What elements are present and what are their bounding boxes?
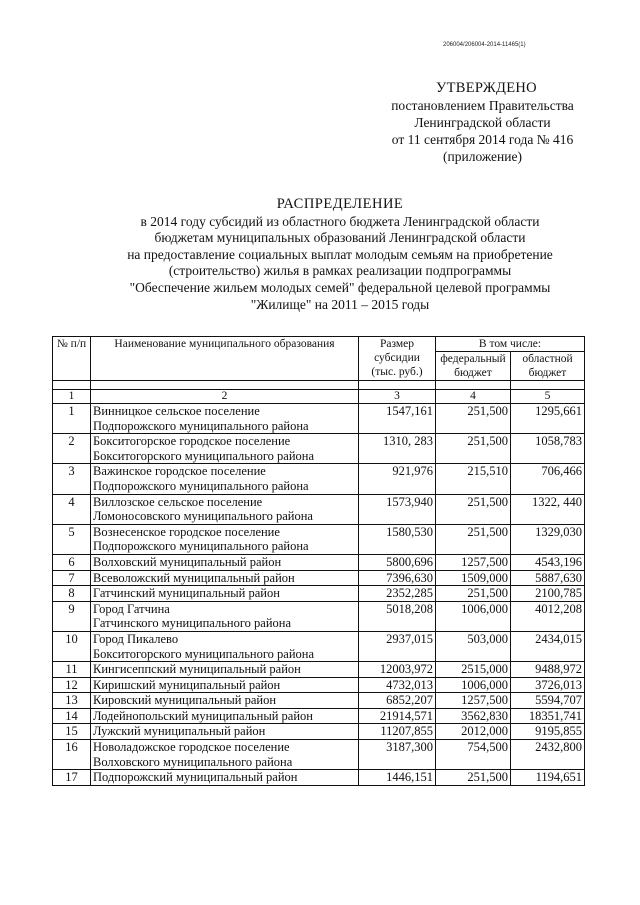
municipality-name xyxy=(91,554,359,570)
header-regional: областной бюджет xyxy=(511,352,585,381)
approval-line: постановлением Правительства xyxy=(391,98,574,113)
subsidy-size: 6852,207 xyxy=(359,693,436,709)
municipality-name xyxy=(91,494,359,524)
table-row xyxy=(53,464,585,494)
header-number: № п/п xyxy=(53,337,91,381)
title-line: "Обеспечение жильем молодых семей" федеральной целевой программы xyxy=(129,279,551,295)
table-row xyxy=(53,708,585,724)
municipality-name-line: Город Пикалево xyxy=(93,631,179,646)
regional-budget: 1295,661 xyxy=(511,404,585,434)
table-row xyxy=(53,724,585,740)
document-id-stamp: 206004/206004-2014-11465(1) xyxy=(443,42,526,48)
regional-budget: 4543,196 xyxy=(511,554,585,570)
regional-budget: 1322, 440 xyxy=(511,494,585,524)
municipality-name-line: Лодейнопольский муниципальный район xyxy=(93,708,313,723)
municipality-name-line: Подпорожского муниципального района xyxy=(93,478,309,493)
row-number: 7 xyxy=(53,570,91,586)
subsidy-size: 3187,300 xyxy=(359,740,436,770)
subsidy-size: 921,976 xyxy=(359,464,436,494)
municipality-name xyxy=(91,404,359,434)
municipality-name xyxy=(91,740,359,770)
row-number: 13 xyxy=(53,693,91,709)
federal-budget: 251,500 xyxy=(436,586,511,602)
table-row xyxy=(53,677,585,693)
subsidy-size: 2937,015 xyxy=(359,631,436,661)
municipality-name-line: Виллозское сельское поселение xyxy=(93,494,263,509)
table-row xyxy=(53,740,585,770)
regional-budget: 5594,707 xyxy=(511,693,585,709)
subsidy-size: 1580,530 xyxy=(359,524,436,554)
subsidy-size: 1573,940 xyxy=(359,494,436,524)
regional-budget: 5887,630 xyxy=(511,570,585,586)
subsidy-size: 1310, 283 xyxy=(359,434,436,464)
municipality-name-line: Гатчинский муниципальный район xyxy=(93,586,280,601)
subsidy-size: 5018,208 xyxy=(359,601,436,631)
municipality-name-line: Бокситогорского муниципального района xyxy=(93,646,315,661)
municipality-name xyxy=(91,677,359,693)
title-line: бюджетам муниципальных образований Ленинградской области xyxy=(154,230,526,246)
regional-budget: 3726,013 xyxy=(511,677,585,693)
row-number: 15 xyxy=(53,724,91,740)
row-number: 17 xyxy=(53,770,91,786)
municipality-name-line: Подпорожского муниципального района xyxy=(93,539,309,554)
municipality-name xyxy=(91,586,359,602)
federal-budget: 1257,500 xyxy=(436,693,511,709)
municipality-name-line: Город Гатчина xyxy=(93,601,170,616)
regional-budget: 2100,785 xyxy=(511,586,585,602)
federal-budget: 2012,000 xyxy=(436,724,511,740)
col-number: 1 xyxy=(53,390,91,404)
approval-block xyxy=(380,80,585,165)
municipality-name xyxy=(91,570,359,586)
col-number: 2 xyxy=(91,390,359,404)
table-row xyxy=(53,494,585,524)
row-number: 11 xyxy=(53,662,91,678)
municipality-name xyxy=(91,693,359,709)
regional-budget: 2434,015 xyxy=(511,631,585,661)
federal-budget: 1257,500 xyxy=(436,554,511,570)
row-number: 1 xyxy=(53,404,91,434)
subsidy-size: 11207,855 xyxy=(359,724,436,740)
row-number: 6 xyxy=(53,554,91,570)
municipality-name xyxy=(91,724,359,740)
municipality-name-line: Винницкое сельское поселение xyxy=(93,404,260,418)
approval-line: Ленинградской области xyxy=(414,115,551,130)
col-number: 4 xyxy=(436,390,511,404)
municipality-name-line: Важинское городское поселение xyxy=(93,464,266,479)
approval-heading: УТВЕРЖДЕНО xyxy=(436,80,537,96)
federal-budget: 251,500 xyxy=(436,404,511,434)
federal-budget: 1006,000 xyxy=(436,677,511,693)
row-number: 2 xyxy=(53,434,91,464)
municipality-name-line: Ломоносовского муниципального района xyxy=(93,509,313,524)
federal-budget: 1006,000 xyxy=(436,601,511,631)
col-number: 3 xyxy=(359,390,436,404)
table-row xyxy=(53,570,585,586)
approval-line: (приложение) xyxy=(443,149,522,164)
municipality-name xyxy=(91,601,359,631)
table-row xyxy=(53,770,585,786)
federal-budget: 251,500 xyxy=(436,494,511,524)
federal-budget: 754,500 xyxy=(436,740,511,770)
table-row xyxy=(53,554,585,570)
municipality-name-line: Волховского муниципального района xyxy=(93,754,293,769)
title-line: в 2014 году субсидий из областного бюджета Ленинградской области xyxy=(140,213,540,229)
table-row xyxy=(53,524,585,554)
municipality-name-line: Подпорожский муниципальный район xyxy=(93,770,298,785)
regional-budget: 9195,855 xyxy=(511,724,585,740)
subsidy-size: 7396,630 xyxy=(359,570,436,586)
federal-budget: 251,500 xyxy=(436,770,511,786)
subsidy-size: 4732,013 xyxy=(359,677,436,693)
table-row xyxy=(53,404,585,434)
header-including: В том числе: xyxy=(436,337,585,352)
row-number: 9 xyxy=(53,601,91,631)
subsidy-size: 12003,972 xyxy=(359,662,436,678)
regional-budget: 1329,030 xyxy=(511,524,585,554)
subsidy-size: 5800,696 xyxy=(359,554,436,570)
title-line: (строительство) жилья в рамках реализации подпрограммы xyxy=(168,263,512,279)
municipality-name-line: Подпорожского муниципального района xyxy=(93,418,309,433)
federal-budget: 2515,000 xyxy=(436,662,511,678)
subsidy-size: 1547,161 xyxy=(359,404,436,434)
subsidy-size: 2352,285 xyxy=(359,586,436,602)
table-row xyxy=(53,631,585,661)
row-number: 5 xyxy=(53,524,91,554)
municipality-name-line: Вознесенское городское поселение xyxy=(93,524,280,539)
header-size: Размер субсидии (тыс. руб.) xyxy=(359,337,436,381)
municipality-name-line: Кингисеппский муниципальный район xyxy=(93,662,301,677)
table-row xyxy=(53,434,585,464)
row-number: 10 xyxy=(53,631,91,661)
row-number: 8 xyxy=(53,586,91,602)
federal-budget: 251,500 xyxy=(436,524,511,554)
municipality-name-line: Киришский муниципальный район xyxy=(93,677,281,692)
subsidy-table xyxy=(52,336,585,786)
title-heading: РАСПРЕДЕЛЕНИЕ xyxy=(276,196,404,212)
municipality-name xyxy=(91,631,359,661)
table-row xyxy=(53,586,585,602)
municipality-name xyxy=(91,662,359,678)
row-number: 12 xyxy=(53,677,91,693)
regional-budget: 706,466 xyxy=(511,464,585,494)
subsidy-size: 1446,151 xyxy=(359,770,436,786)
row-number: 14 xyxy=(53,708,91,724)
row-number: 3 xyxy=(53,464,91,494)
table-row xyxy=(53,693,585,709)
table-row xyxy=(53,601,585,631)
regional-budget: 4012,208 xyxy=(511,601,585,631)
regional-budget: 18351,741 xyxy=(511,708,585,724)
regional-budget: 9488,972 xyxy=(511,662,585,678)
table-body xyxy=(53,404,585,786)
federal-budget: 215,510 xyxy=(436,464,511,494)
municipality-name-line: Кировский муниципальный район xyxy=(93,693,277,708)
header-federal: федеральный бюджет xyxy=(436,352,511,381)
municipality-name-line: Бокситогорское городское поселение xyxy=(93,434,291,449)
subsidy-size: 21914,571 xyxy=(359,708,436,724)
municipality-name xyxy=(91,464,359,494)
municipality-name xyxy=(91,708,359,724)
table-row xyxy=(53,662,585,678)
regional-budget: 2432,800 xyxy=(511,740,585,770)
header-name: Наименование муниципального образования xyxy=(91,337,359,381)
row-number: 4 xyxy=(53,494,91,524)
municipality-name xyxy=(91,434,359,464)
federal-budget: 1509,000 xyxy=(436,570,511,586)
federal-budget: 3562,830 xyxy=(436,708,511,724)
federal-budget: 503,000 xyxy=(436,631,511,661)
municipality-name-line: Новоладожское городское поселение xyxy=(93,740,290,755)
document-title xyxy=(70,196,610,313)
municipality-name-line: Всеволожский муниципальный район xyxy=(93,570,295,585)
title-line: на предоставление социальных выплат молодым семьям на приобретение xyxy=(127,246,553,262)
federal-budget: 251,500 xyxy=(436,434,511,464)
municipality-name xyxy=(91,770,359,786)
row-number: 16 xyxy=(53,740,91,770)
regional-budget: 1058,783 xyxy=(511,434,585,464)
municipality-name-line: Бокситогорского муниципального района xyxy=(93,448,315,463)
regional-budget: 1194,651 xyxy=(511,770,585,786)
col-number: 5 xyxy=(511,390,585,404)
municipality-name-line: Волховский муниципальный район xyxy=(93,554,282,569)
municipality-name-line: Гатчинского муниципального района xyxy=(93,616,292,631)
approval-line: от 11 сентября 2014 года № 416 xyxy=(391,132,574,147)
municipality-name xyxy=(91,524,359,554)
municipality-name-line: Лужский муниципальный район xyxy=(93,724,266,739)
title-line: "Жилище" на 2011 – 2015 годы xyxy=(250,296,430,312)
